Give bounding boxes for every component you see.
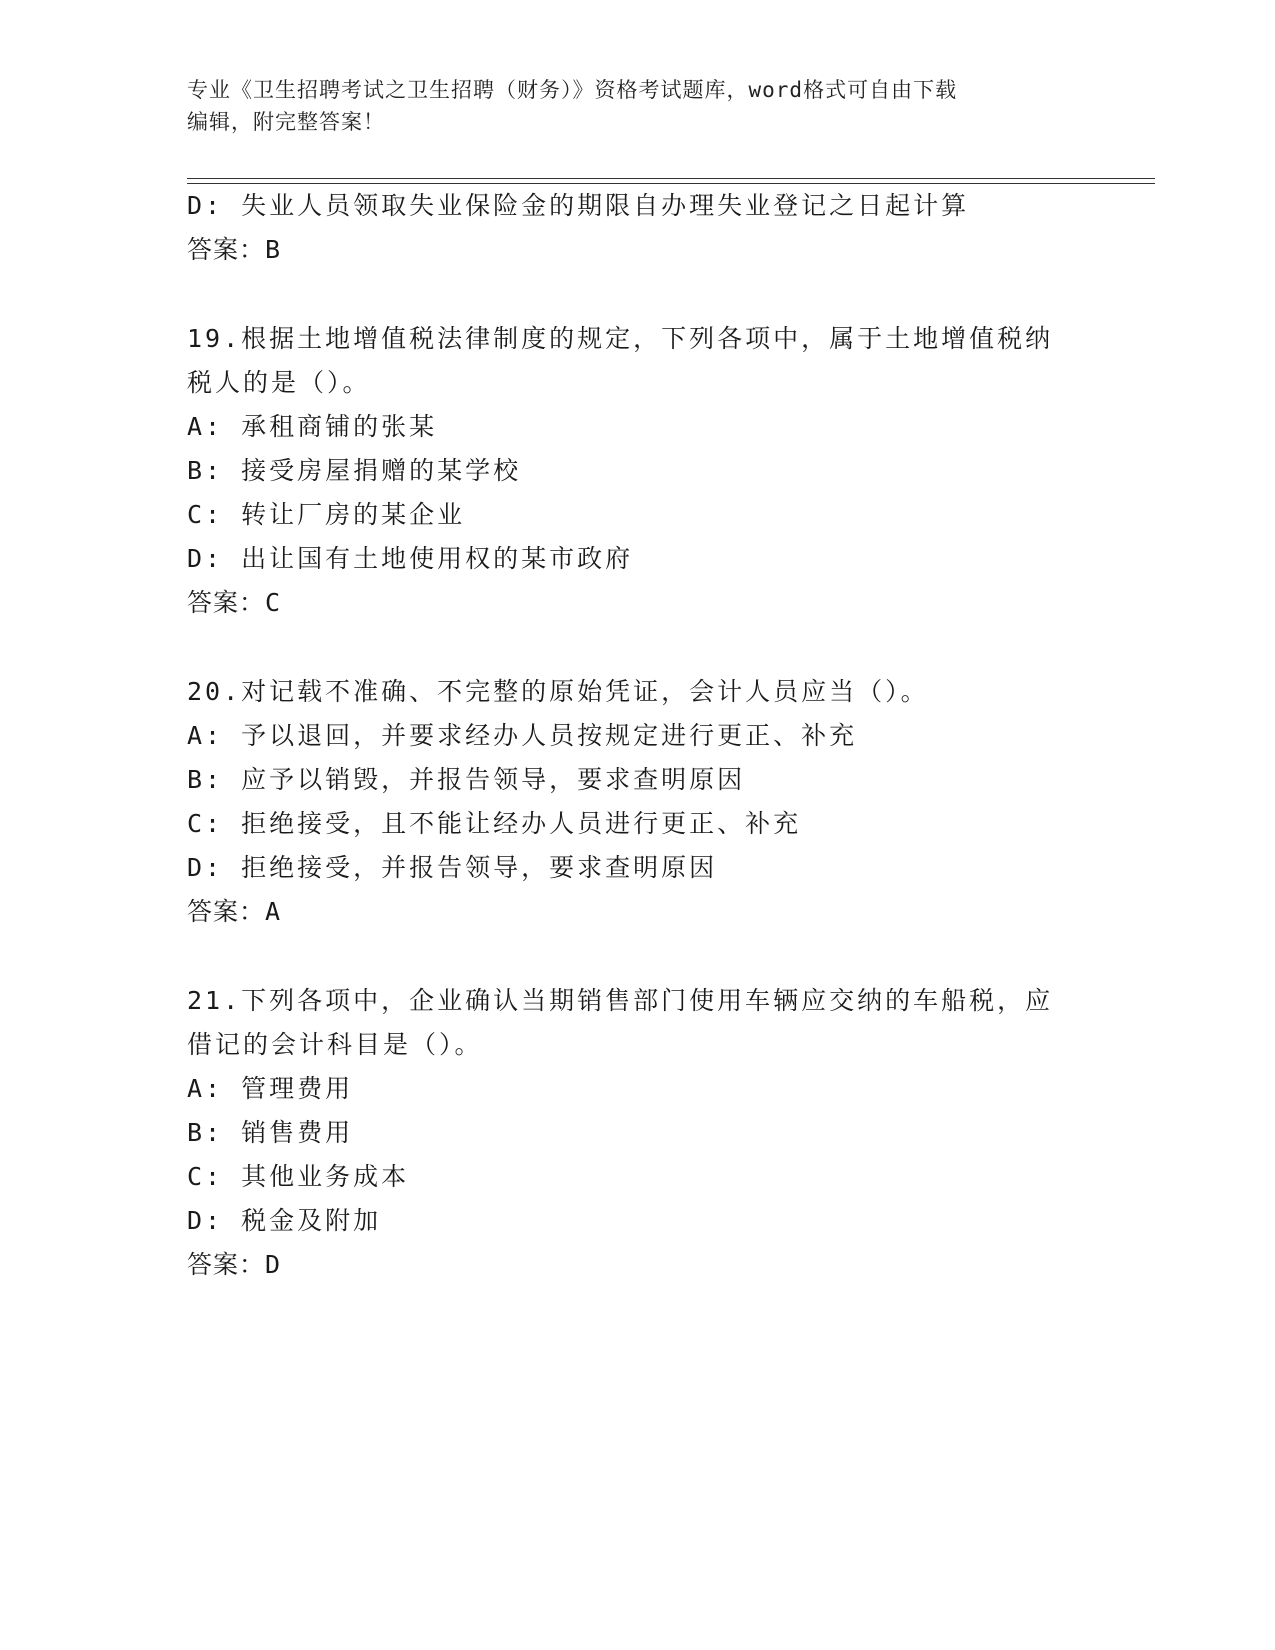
answer-value: C [265,588,282,617]
question-19-option-d: D: 出让国有土地使用权的某市政府 [187,544,634,573]
question-19-answer [187,587,281,619]
question-21-stem-line-2: 借记的会计科目是（）。 [187,1030,483,1059]
question-19-option-a: A: 承租商铺的张某 [187,412,438,441]
header-line-1: 专业《卫生招聘考试之卫生招聘（财务）》资格考试题库，word格式可自由下载 [187,78,958,102]
answer-label: 答案： [187,1250,266,1279]
question-20-answer [187,896,281,928]
question-19-stem-line-1: 19.根据土地增值税法律制度的规定，下列各项中，属于土地增值税纳 [187,324,1054,353]
answer-label: 答案： [187,897,266,926]
answer-value: A [265,897,282,926]
header-line-2: 编辑，附完整答案！ [187,110,385,134]
question-20-stem-line-1: 20.对记载不准确、不完整的原始凭证，会计人员应当（）。 [187,677,929,706]
question-21-answer [187,1249,281,1281]
question-20-option-d: D: 拒绝接受，并报告领导，要求查明原因 [187,853,718,882]
question-21-option-d: D: 税金及附加 [187,1206,382,1235]
question-19-option-c: C: 转让厂房的某企业 [187,500,466,529]
question-21-option-a: A: 管理费用 [187,1074,354,1103]
document-header-note [187,74,1087,138]
answer-label: 答案： [187,588,266,617]
header-divider-bottom [187,183,1155,184]
question-21-option-c: C: 其他业务成本 [187,1162,410,1191]
answer-value: B [265,235,282,264]
question-19-option-b: B: 接受房屋捐赠的某学校 [187,456,522,485]
answer-label: 答案： [187,235,266,264]
question-20-option-c: C: 拒绝接受，且不能让经办人员进行更正、补充 [187,809,802,838]
question-21-stem-line-1: 21.下列各项中，企业确认当期销售部门使用车辆应交纳的车船税，应 [187,986,1054,1015]
question-20-option-a: A: 予以退回，并要求经办人员按规定进行更正、补充 [187,721,858,750]
question-21-option-b: B: 销售费用 [187,1118,354,1147]
question-20-option-b: B: 应予以销毁，并报告领导，要求查明原因 [187,765,746,794]
carryover-answer [187,234,281,266]
header-divider-top [187,178,1155,179]
carryover-option-d: D: 失业人员领取失业保险金的期限自办理失业登记之日起计算 [187,191,970,220]
answer-value: D [265,1250,282,1279]
question-19-stem-line-2: 税人的是（）。 [187,368,371,397]
